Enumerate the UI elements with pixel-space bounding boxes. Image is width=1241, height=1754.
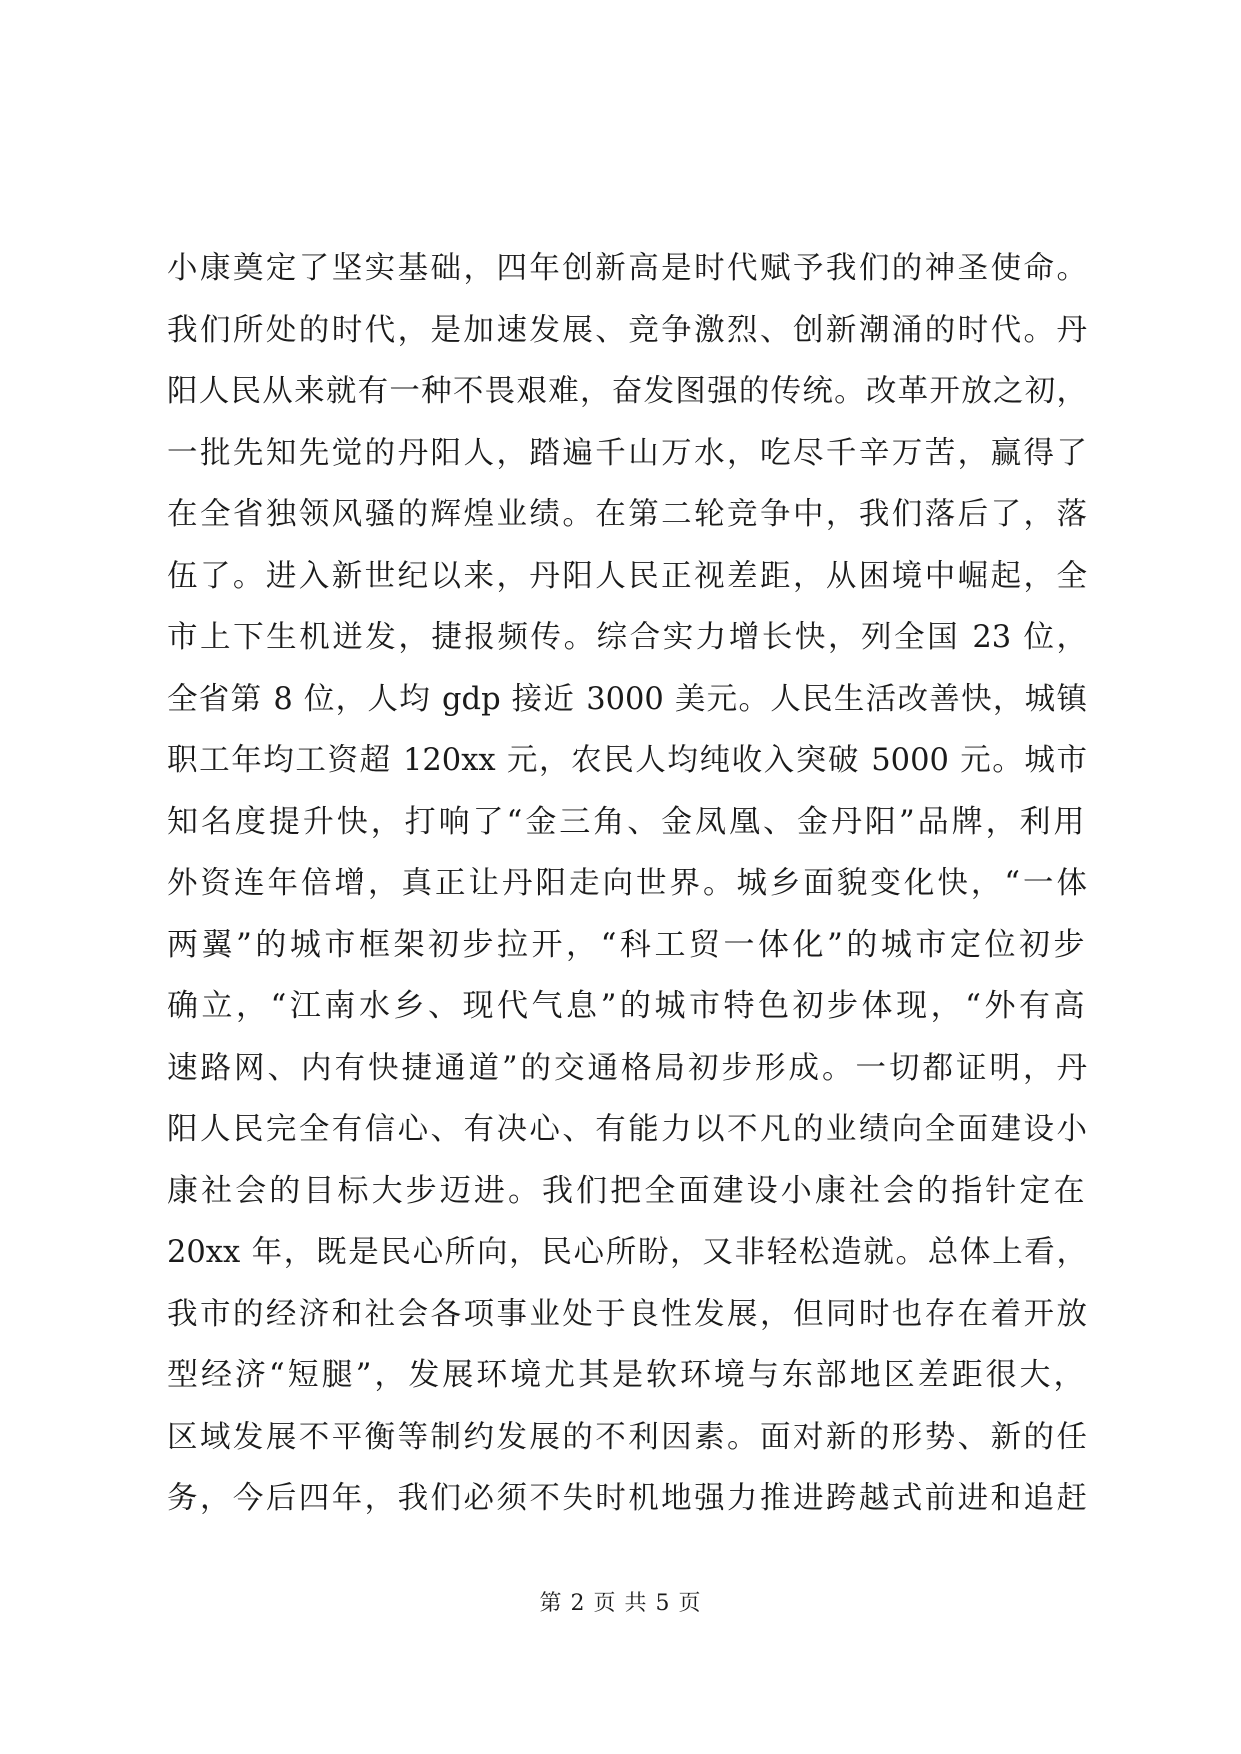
text-line: 阳人民从来就有一种不畏艰难，奋发图强的传统。改革开放之初， (167, 374, 1087, 409)
body-text (167, 238, 1087, 1530)
text-line: 全省第 8 位，人均 gdp 接近 3000 美元。人民生活改善快，城镇 (167, 681, 1087, 717)
text-line: 阳人民完全有信心、有决心、有能力以不凡的业绩向全面建设小 (167, 1112, 1087, 1147)
text-line: 伍了。进入新世纪以来，丹阳人民正视差距，从困境中崛起，全 (167, 558, 1087, 594)
text-line: 确立，“江南水乡、现代气息”的城市特色初步体现，“外有高 (167, 988, 1087, 1024)
text-line: 我市的经济和社会各项事业处于良性发展，但同时也存在着开放 (167, 1296, 1087, 1332)
text-line: 速路网、内有快捷通道”的交通格局初步形成。一切都证明，丹 (167, 1050, 1087, 1086)
text-line: 市上下生机迸发，捷报频传。综合实力增长快，列全国 23 位， (167, 620, 1087, 655)
text-line: 外资连年倍增，真正让丹阳走向世界。城乡面貌变化快，“一体 (167, 866, 1087, 901)
text-line: 职工年均工资超 120xx 元，农民人均纯收入突破 5000 元。城市 (167, 743, 1087, 778)
text-line: 一批先知先觉的丹阳人，踏遍千山万水，吃尽千辛万苦，赢得了 (167, 435, 1087, 471)
text-line: 型经济“短腿”，发展环境尤其是软环境与东部地区差距很大， (167, 1357, 1087, 1393)
text-line: 在全省独领风骚的辉煌业绩。在第二轮竞争中，我们落后了，落 (167, 497, 1087, 532)
text-line: 小康奠定了坚实基础，四年创新高是时代赋予我们的神圣使命。 (167, 251, 1087, 286)
text-line: 两翼”的城市框架初步拉开，“科工贸一体化”的城市定位初步 (167, 926, 1087, 963)
text-line: 区域发展不平衡等制约发展的不利因素。面对新的形势、新的任 (167, 1419, 1087, 1455)
text-line: 我们所处的时代，是加速发展、竞争激烈、创新潮涌的时代。丹 (167, 312, 1087, 348)
text-line: 康社会的目标大步迈进。我们把全面建设小康社会的指针定在 (167, 1172, 1087, 1209)
text-line: 知名度提升快，打响了“金三角、金凤凰、金丹阳”品牌，利用 (167, 803, 1087, 840)
text-line: 务，今后四年，我们必须不失时机地强力推进跨越式前进和追赶 (167, 1481, 1087, 1516)
text-line: 20xx 年，既是民心所向，民心所盼，又非轻松造就。总体上看， (167, 1235, 1087, 1270)
page-number-footer: 第 2 页 共 5 页 (539, 1591, 702, 1616)
